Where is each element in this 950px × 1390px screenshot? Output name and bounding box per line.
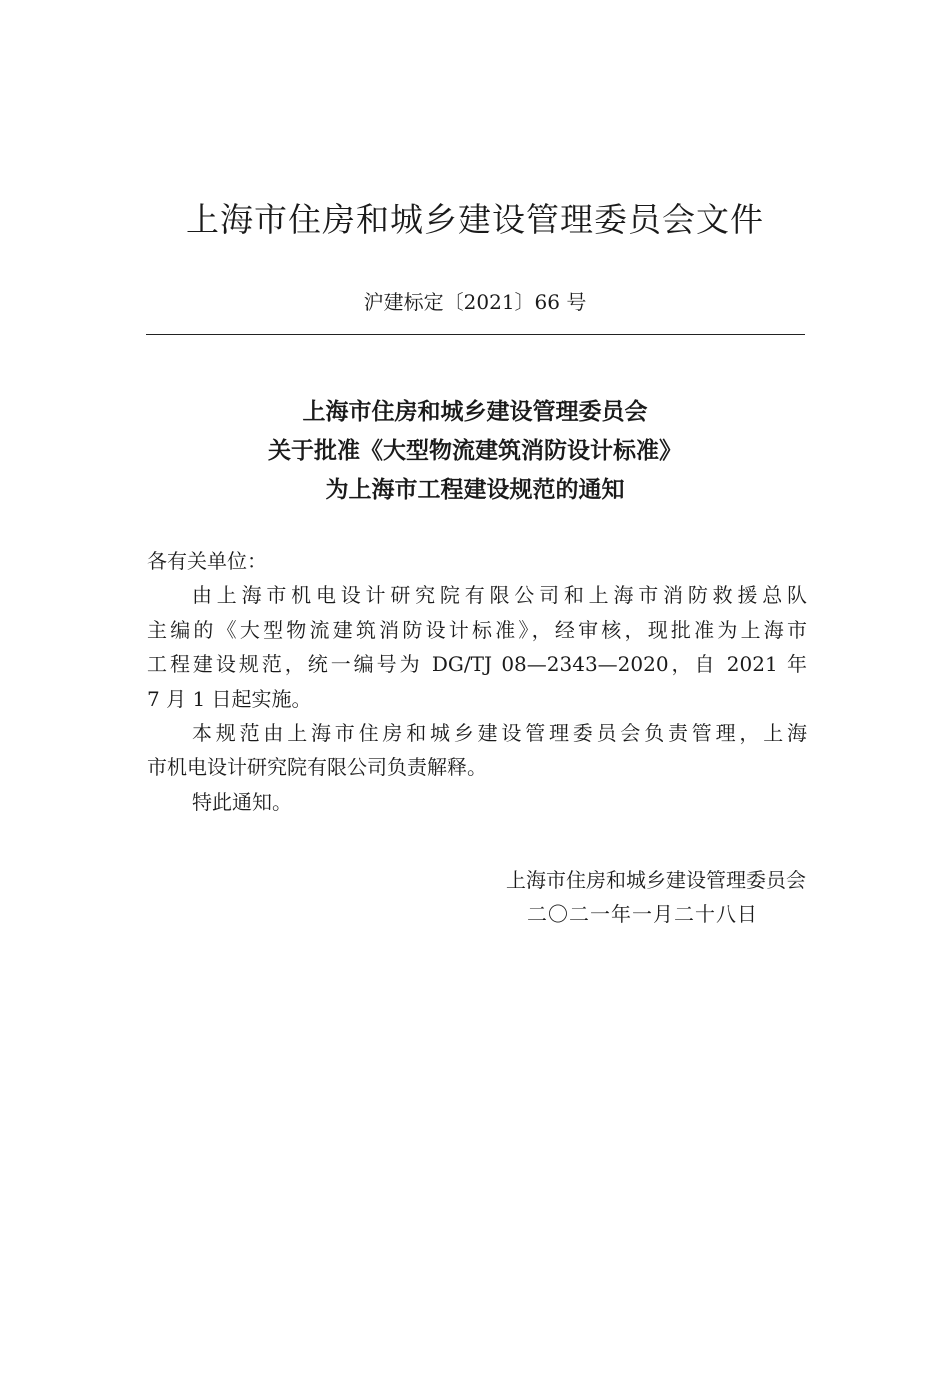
paragraph-1-line-4: 7 月 1 日起实施。 — [147, 686, 312, 711]
paragraph-1-line-3: 工程建设规范，统一编号为 DG/TJ 08—2343—2020，自 2021 年 — [147, 652, 807, 677]
paragraph-1-line-2: 主编的《大型物流建筑消防设计标准》，经审核，现批准为上海市 — [147, 617, 807, 642]
paragraph-1-line-1: 由上海市机电设计研究院有限公司和上海市消防救援总队 — [192, 583, 807, 608]
header-divider — [146, 334, 805, 335]
signature-organization: 上海市住房和城乡建设管理委员会 — [506, 868, 806, 892]
notice-title-line-3: 为上海市工程建设规范的通知 — [325, 477, 625, 503]
notice-title-line-2: 关于批准《大型物流建筑消防设计标准》 — [268, 438, 682, 464]
document-number: 沪建标定〔2021〕66 号 — [363, 290, 587, 314]
document-header-title: 上海市住房和城乡建设管理委员会文件 — [186, 200, 764, 239]
notice-body — [147, 544, 807, 819]
notice-title-line-1: 上海市住房和城乡建设管理委员会 — [302, 399, 648, 425]
paragraph-2-line-2: 市机电设计研究院有限公司负责解释。 — [147, 755, 487, 780]
notice-title — [0, 393, 950, 510]
closing-remark: 特此通知。 — [192, 789, 292, 814]
salutation: 各有关单位： — [147, 549, 267, 573]
paragraph-2-line-1: 本规范由上海市住房和城乡建设管理委员会负责管理，上海 — [192, 720, 807, 745]
signature-date: 二〇二一年一月二十八日 — [527, 902, 758, 926]
signature-block — [506, 863, 806, 931]
